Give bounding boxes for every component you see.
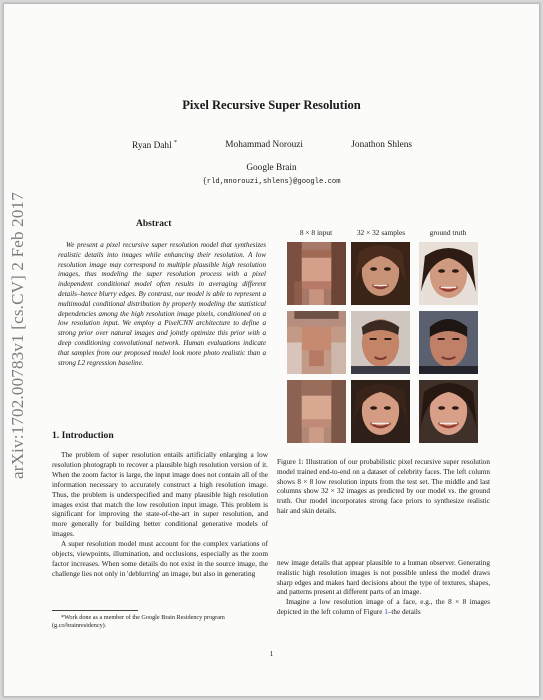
ground-truth-image (419, 311, 478, 374)
figure-header-input: 8 × 8 input (299, 228, 333, 237)
ground-truth-image (419, 242, 478, 305)
figure-reference-link[interactable]: 1 (384, 607, 388, 616)
figure-header-samples: 32 × 32 samples (356, 228, 406, 237)
figure-1 (284, 228, 479, 460)
intro-paragraph-2: A super resolution model must account for the complex variations of objects, viewpoints, illumination, and occlusions, especially as the zoom factor increases. When some details do not exist in the source image, the challenge lies not only in 'deblurring' an image, but also in generating (52, 539, 268, 578)
author-email: {rld,mnorouzi,shlens}@google.com (202, 178, 341, 186)
author-1: Ryan Dahl * (132, 140, 177, 152)
author-2: Mohammad Norouzi (225, 140, 303, 150)
right-paragraph-1: new image details that appear plausible to a human observer. Generating realistic high resolution images is not possible unless the model draws sharp edges and makes hard decisions about the type of textures, shapes, and patterns present at different parts of an image. (277, 559, 490, 597)
lowres-input-image (287, 311, 346, 374)
right-column-body (277, 559, 490, 618)
ground-truth-image (419, 380, 478, 443)
footnote: *Work done as a member of the Google Brain Residency program (g.co/brainresidency). (52, 614, 225, 630)
page-number: 1 (269, 649, 274, 658)
generated-sample-image (351, 311, 410, 374)
figure-header-ground-truth: ground truth (429, 228, 467, 237)
right-paragraph-2: Imagine a low resolution image of a face, e.g., the 8 × 8 images depicted in the left column of Figure 1–the details (277, 598, 490, 616)
paper-page (3, 3, 540, 697)
paper-title: Pixel Recursive Super Resolution (182, 98, 361, 112)
author-list (132, 140, 412, 151)
author-footnote-mark: * (173, 140, 177, 146)
arxiv-stamp: arXiv:1702.00783v1 [cs.CV] 2 Feb 2017 (8, 192, 27, 479)
figure-1-caption: Figure 1: Illustration of our probabilistic pixel recursive super resolution model trained end-to-end on a dataset of celebrity faces. The left column shows 8 × 8 low resolution inputs from the test set. The middle and last columns show 32 × 32 images as predicted by our model vs. the ground truth. Our model incorporates strong face priors to synthesize realistic hair and skin details. (277, 458, 490, 515)
lowres-input-image (287, 242, 346, 305)
affiliation: Google Brain (246, 163, 297, 173)
abstract-text: We present a pixel recursive super resolution model that synthesizes realistic details into images while enhancing their resolution. A low resolution image may correspond to multiple plausible high resolution images, thus modeling the super resolution process with a pixel independent conditional model often results in averaging different details–hence blurry edges. By contrast, our model is able to represent a multimodal conditional distribution by properly modeling the statistical dependencies among the high resolution image pixels, conditioned on a low resolution input. We employ a PixelCNN architecture to define a strong prior over natural images and jointly optimize this prior with a deep conditioning convolutional network. Human evaluations indicate that samples from our proposed model look more photo realistic than a strong L2 regression baseline. (58, 241, 266, 367)
footnote-rule (52, 610, 138, 611)
author-3: Jonathon Shlens (351, 140, 412, 150)
generated-sample-image (351, 380, 410, 443)
lowres-input-image (287, 380, 346, 443)
abstract-heading: Abstract (136, 219, 172, 229)
intro-paragraph-1: The problem of super resolution entails artificially enlarging a low resolution photograph to recover a plausible high resolution version of it. When the zoom factor is large, the input image does not contain all of the information necessary to accurately construct a high resolution image. Thus, the problem is underspecified and many plausible high resolution images exist that match the low resolution input image. This problem is significant for improving the state-of-the-art in super resolution, and more generally for building better conditional generative models of images. (52, 450, 268, 539)
figure-column-headers (284, 228, 479, 240)
section-heading-introduction: 1. Introduction (52, 430, 114, 441)
introduction-body (52, 450, 268, 579)
generated-sample-image (351, 242, 410, 305)
